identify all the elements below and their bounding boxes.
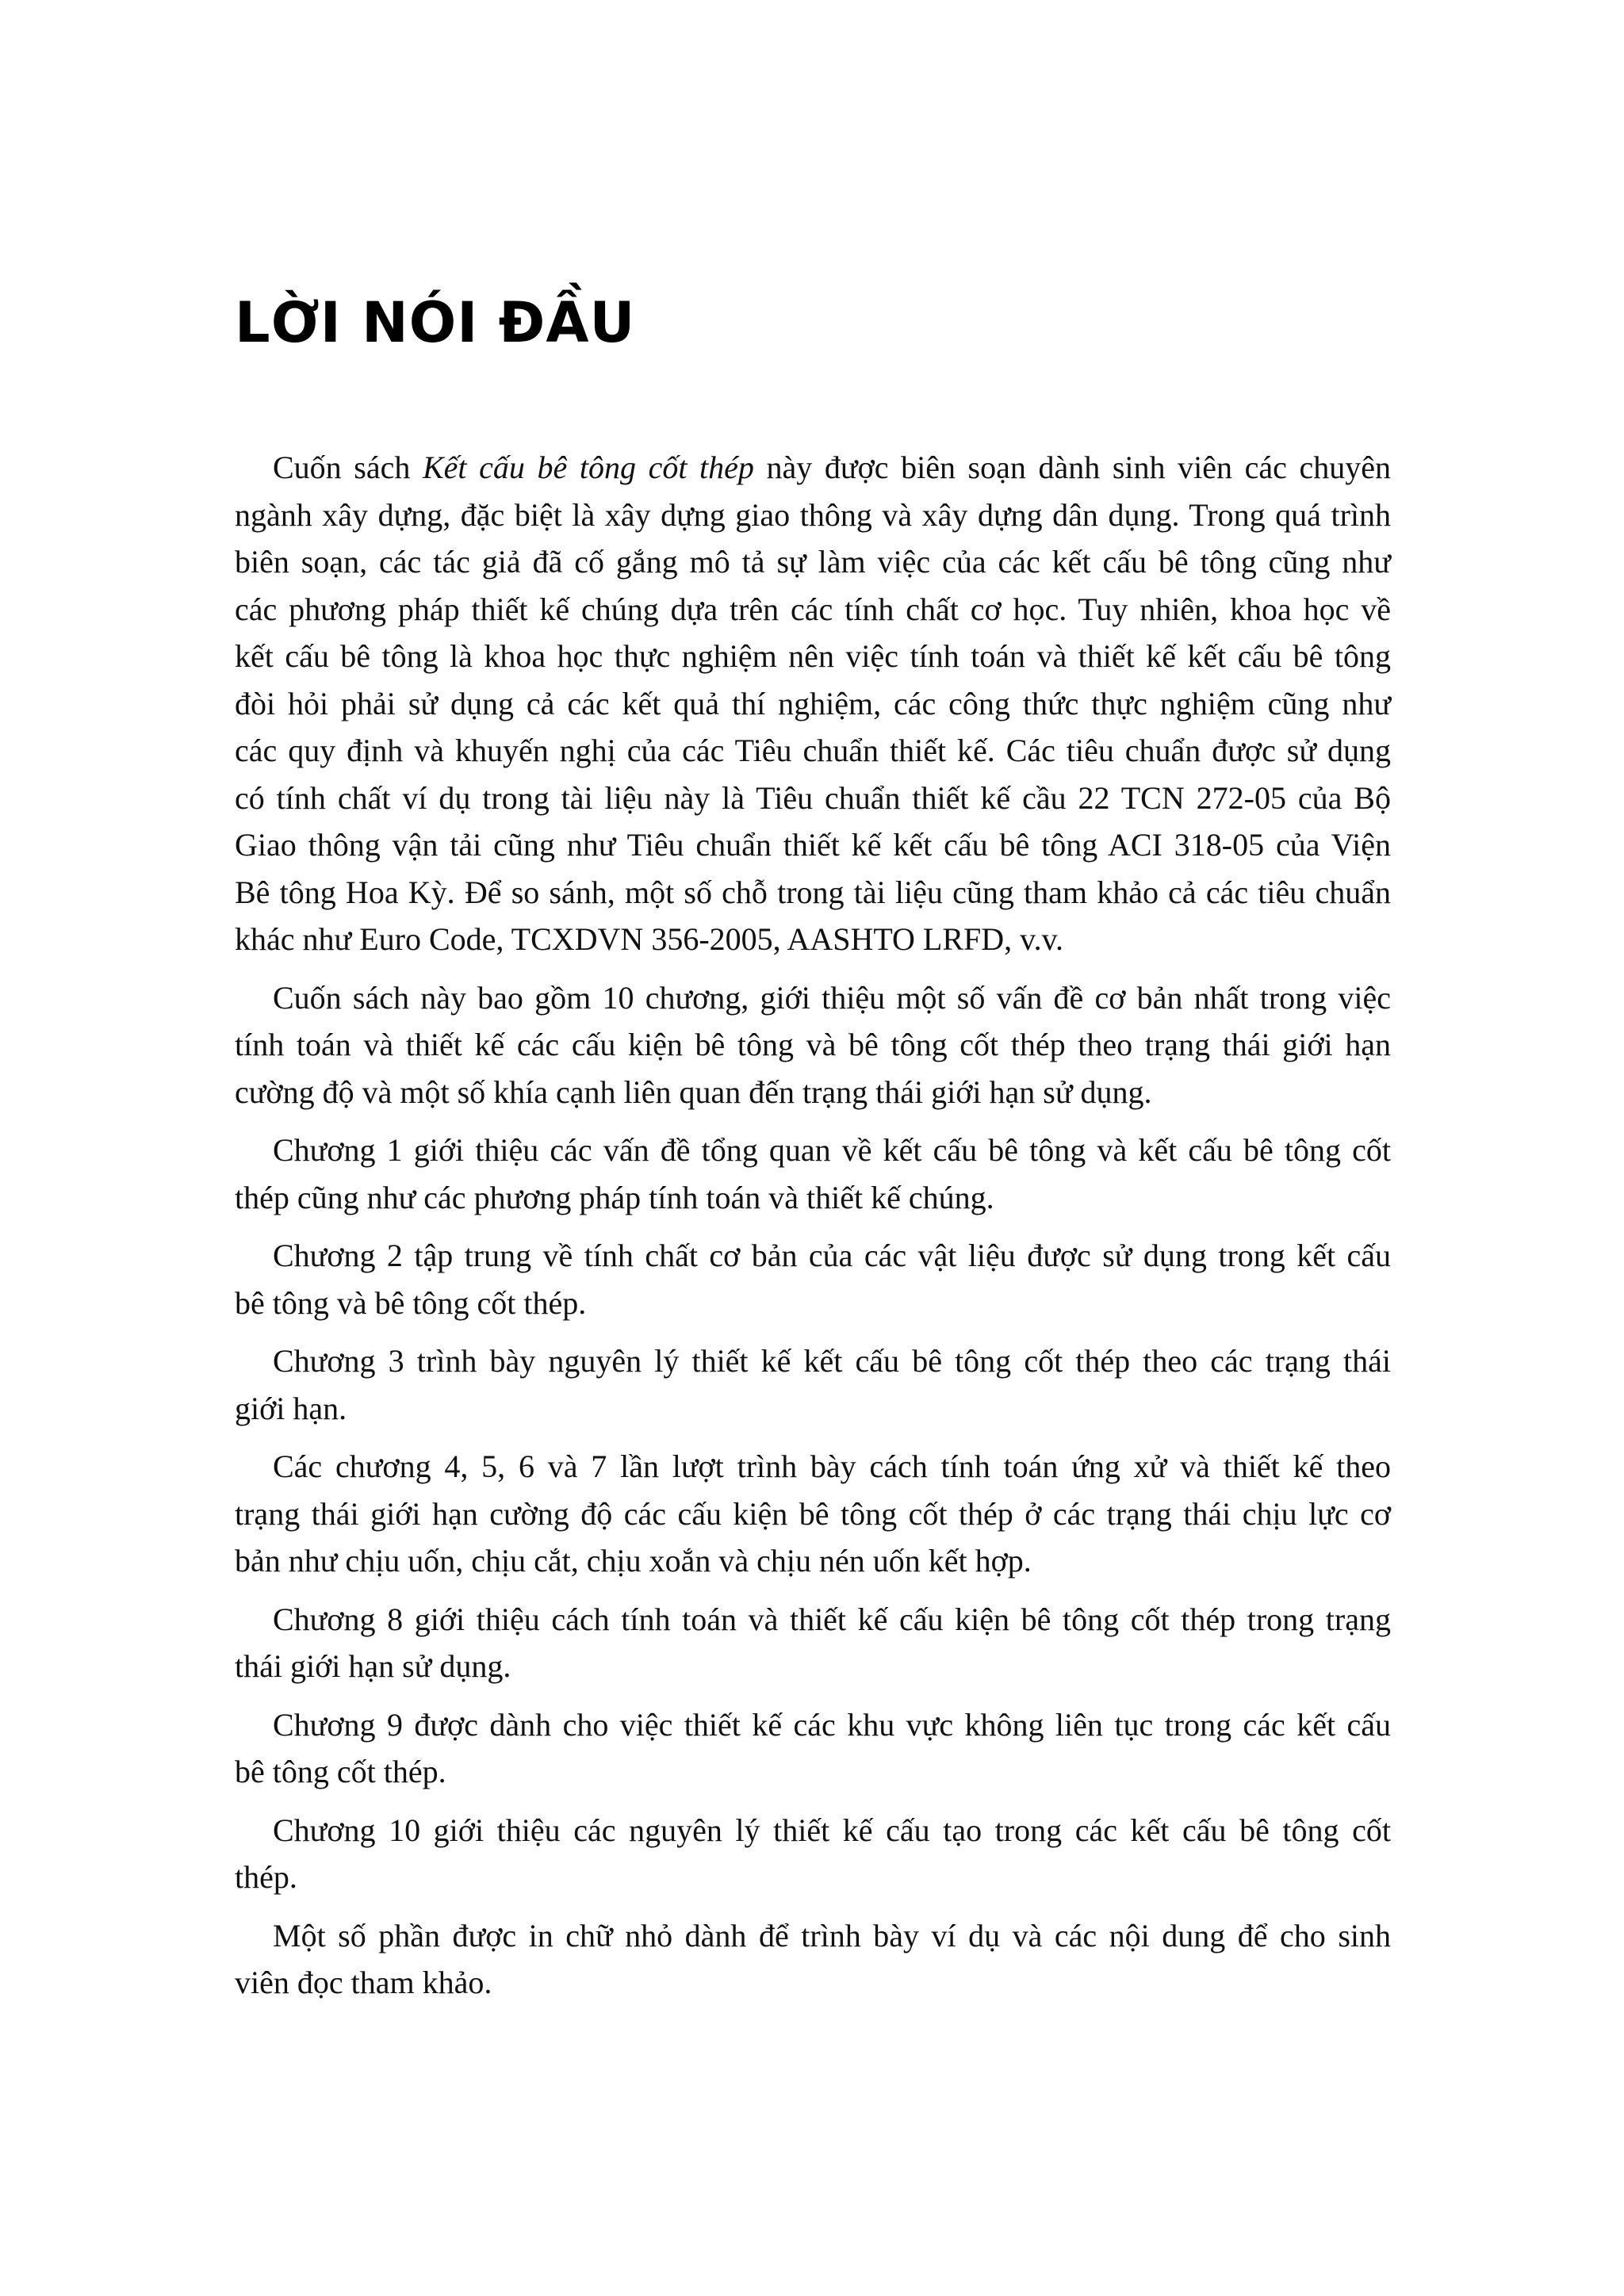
paragraph	[235, 444, 1391, 963]
book-title-italic: Kết cấu bê tông cốt thép	[422, 450, 754, 485]
paragraph	[235, 1443, 1391, 1585]
text-line	[235, 444, 1391, 492]
text-line: bê tông cốt thép.	[235, 1754, 446, 1789]
text-line: ngành xây dựng, đặc biệt là xây dựng giao thông và xây dựng dân dụng. Trong quá trình	[235, 496, 1391, 533]
text-line: Chương 9 được dành cho việc thiết kế các khu vực không liên tục trong các kết cấu	[273, 1706, 1391, 1743]
paragraph	[235, 974, 1391, 1116]
text-line: đòi hỏi phải sử dụng cả các kết quả thí nghiệm, các công thức thực nghiệm cũng như	[235, 685, 1391, 721]
paragraph	[235, 1232, 1391, 1326]
paragraph	[235, 1701, 1391, 1796]
text-line: các phương pháp thiết kế chúng dựa trên các tính chất cơ học. Tuy nhiên, khoa học về	[235, 591, 1391, 627]
text-line: biên soạn, các tác giả đã cố gắng mô tả sự làm việc của các kết cấu bê tông cũng như	[235, 544, 1391, 580]
paragraph	[235, 1337, 1391, 1432]
text-line: tính toán và thiết kế các cấu kiện bê tông và bê tông cốt thép theo trạng thái giới hạn	[235, 1027, 1391, 1062]
text-line: Chương 1 giới thiệu các vấn đề tổng quan về kết cấu bê tông và kết cấu bê tông cốt	[273, 1132, 1391, 1168]
text-line: Bê tông Hoa Kỳ. Để so sánh, một số chỗ trong tài liệu cũng tham khảo cả các tiêu chuẩn	[235, 874, 1391, 910]
text-line: Chương 10 giới thiệu các nguyên lý thiết kế cấu tạo trong các kết cấu bê tông cốt	[273, 1812, 1391, 1848]
preface-body	[235, 444, 1391, 2018]
text-line: trạng thái giới hạn cường độ các cấu kiện bê tông cốt thép ở các trạng thái chịu lực cơ	[235, 1495, 1391, 1532]
text-line: giới hạn.	[235, 1390, 347, 1426]
text-line: cường độ và một số khía cạnh liên quan đến trạng thái giới hạn sử dụng.	[235, 1073, 1152, 1110]
text-line: Chương 2 tập trung về tính chất cơ bản của các vật liệu được sử dụng trong kết cấu	[273, 1238, 1391, 1273]
paragraph	[235, 1912, 1391, 2007]
text-line: Chương 8 giới thiệu cách tính toán và thiết kế cấu kiện bê tông cốt thép trong trạng	[273, 1601, 1391, 1637]
text-line: thép.	[235, 1859, 297, 1895]
text-line: bê tông và bê tông cốt thép.	[235, 1284, 587, 1321]
paragraph	[235, 1807, 1391, 1901]
text-line: các quy định và khuyến nghị của các Tiêu chuẩn thiết kế. Các tiêu chuẩn được sử dụng	[235, 733, 1391, 768]
text-segment: này được biên soạn dành sinh viên các chuyên	[753, 450, 1391, 485]
text-line: kết cấu bê tông là khoa học thực nghiệm nên việc tính toán và thiết kế kết cấu bê tông	[235, 638, 1391, 674]
text-line: viên đọc tham khảo.	[235, 1965, 492, 2000]
text-line: Cuốn sách này bao gồm 10 chương, giới thiệu một số vấn đề cơ bản nhất trong việc	[273, 979, 1391, 1016]
text-line: Giao thông vận tải cũng như Tiêu chuẩn thiết kế kết cấu bê tông ACI 318-05 của Viện	[235, 827, 1391, 863]
text-line: Các chương 4, 5, 6 và 7 lần lượt trình bày cách tính toán ứng xử và thiết kế theo	[273, 1448, 1391, 1484]
page-title: LỜI NÓI ĐẦU	[235, 290, 636, 355]
paragraph	[235, 1596, 1391, 1690]
text-line: thép cũng như các phương pháp tính toán và thiết kế chúng.	[235, 1179, 994, 1215]
text-line: thái giới hạn sử dụng.	[235, 1648, 511, 1684]
text-line: khác như Euro Code, TCXDVN 356-2005, AASHTO LRFD, v.v.	[235, 921, 1063, 957]
text-line: có tính chất ví dụ trong tài liệu này là Tiêu chuẩn thiết kế cầu 22 TCN 272-05 của Bộ	[235, 779, 1391, 816]
text-line: Một số phần được in chữ nhỏ dành để trình bày ví dụ và các nội dung để cho sinh	[273, 1917, 1391, 1954]
text-segment: Cuốn sách	[273, 450, 423, 485]
text-line: bản như chịu uốn, chịu cắt, chịu xoắn và chịu nén uốn kết hợp.	[235, 1543, 1032, 1578]
text-line: Chương 3 trình bày nguyên lý thiết kế kết cấu bê tông cốt thép theo các trạng thái	[273, 1343, 1391, 1379]
paragraph	[235, 1127, 1391, 1221]
